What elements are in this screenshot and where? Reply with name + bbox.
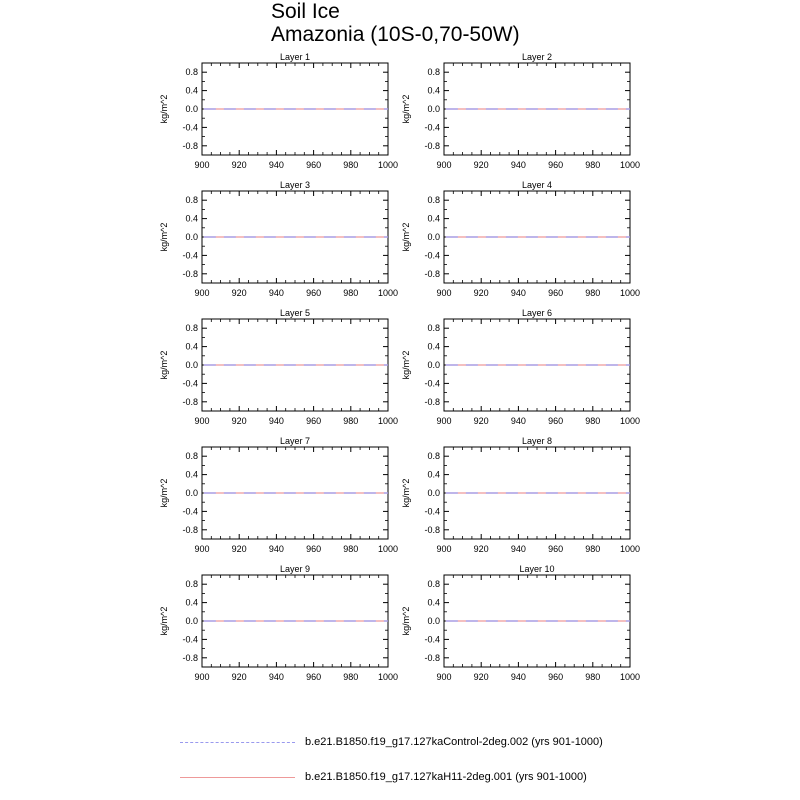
panel-10-xtick-label: 900 bbox=[436, 672, 452, 682]
panel-4-ytick-label: 0.0 bbox=[427, 232, 440, 242]
panel-2-xtick-label: 960 bbox=[548, 160, 564, 170]
panel-2-ytick-label: 0.8 bbox=[427, 67, 440, 78]
panel-3-xtick-label: 960 bbox=[306, 288, 322, 298]
panel-9-xtick-label: 940 bbox=[268, 672, 284, 682]
panel-3-ytick-label: -0.8 bbox=[182, 268, 198, 279]
panel-4-xtick-label: 980 bbox=[585, 288, 601, 298]
panel-8-xtick-label: 940 bbox=[510, 544, 526, 554]
panel-9-xtick-label: 960 bbox=[306, 672, 322, 682]
panel-3-xtick-label: 920 bbox=[231, 288, 247, 298]
panel-5-ytick-label: 0.4 bbox=[185, 341, 198, 352]
panel-5-xtick-label: 940 bbox=[268, 416, 284, 426]
panel-5-xtick-label: 980 bbox=[343, 416, 359, 426]
panel-10-xtick-label: 960 bbox=[548, 672, 564, 682]
panel-5-ylabel: kg/m^2 bbox=[159, 350, 169, 380]
panel-3-ylabel: kg/m^2 bbox=[159, 222, 169, 252]
panel-6-ytick-label: 0.4 bbox=[427, 341, 440, 352]
panel-4-xtick-label: 920 bbox=[473, 288, 489, 298]
panel-8-xtick-label: 980 bbox=[585, 544, 601, 554]
panel-6-xtick-label: 960 bbox=[548, 416, 564, 426]
panel-9-ytick-label: 0.0 bbox=[185, 616, 198, 626]
panel-5-xtick-label: 920 bbox=[231, 416, 247, 426]
panel-3-ytick-label: -0.4 bbox=[182, 250, 198, 261]
panel-1-ytick-label: -0.4 bbox=[182, 122, 198, 133]
panel-9-title: Layer 9 bbox=[279, 564, 311, 574]
panel-1-xtick-label: 1000 bbox=[377, 160, 399, 170]
panel-1-xtick-label: 960 bbox=[306, 160, 322, 170]
panel-7-xtick-label: 920 bbox=[231, 544, 247, 554]
panel-7-xtick-label: 960 bbox=[306, 544, 322, 554]
panel-10-xtick-label: 940 bbox=[510, 672, 526, 682]
legend-label-h11: b.e21.B1850.f19_g17.127kaH11-2deg.001 (yrs 901-1000) bbox=[305, 771, 587, 783]
panel-3-xtick-label: 940 bbox=[268, 288, 284, 298]
panel-4-ytick-label: 0.4 bbox=[427, 213, 440, 224]
panel-10-title: Layer 10 bbox=[519, 564, 555, 574]
panel-7-ytick-label: 0.0 bbox=[185, 488, 198, 498]
panel-4-ytick-label: -0.4 bbox=[424, 250, 440, 261]
panel-2-title: Layer 2 bbox=[521, 52, 553, 62]
panel-10-ytick-label: 0.0 bbox=[427, 616, 440, 626]
panel-6-ylabel: kg/m^2 bbox=[401, 350, 411, 380]
legend-label-control: b.e21.B1850.f19_g17.127kaControl-2deg.002 (yrs 901-1000) bbox=[305, 736, 603, 748]
panel-10-xtick-label: 980 bbox=[585, 672, 601, 682]
panel-8-ytick-label: -0.4 bbox=[424, 506, 440, 517]
panel-5-ytick-label: 0.0 bbox=[185, 360, 198, 370]
panel-3-ytick-label: 0.8 bbox=[185, 195, 198, 206]
panel-2-ytick-label: -0.4 bbox=[424, 122, 440, 133]
panel-5-ytick-label: 0.8 bbox=[185, 323, 198, 334]
legend bbox=[0, 720, 800, 800]
panel-7-title: Layer 7 bbox=[279, 436, 311, 446]
panel-8-xtick-label: 960 bbox=[548, 544, 564, 554]
panel-6-ytick-label: -0.4 bbox=[424, 378, 440, 389]
panel-9-xtick-label: 980 bbox=[343, 672, 359, 682]
panel-4-xtick-label: 1000 bbox=[619, 288, 641, 298]
panel-2-ytick-label: -0.8 bbox=[424, 140, 440, 151]
panel-2-xtick-label: 980 bbox=[585, 160, 601, 170]
panel-7-ytick-label: 0.4 bbox=[185, 469, 198, 480]
panel-6-xtick-label: 1000 bbox=[619, 416, 641, 426]
panel-10-xtick-label: 1000 bbox=[619, 672, 641, 682]
panel-1-xtick-label: 900 bbox=[194, 160, 210, 170]
panel-2-xtick-label: 940 bbox=[510, 160, 526, 170]
title-line-1: Soil Ice bbox=[271, 0, 340, 23]
panel-10-xtick-label: 920 bbox=[473, 672, 489, 682]
panel-6-xtick-label: 980 bbox=[585, 416, 601, 426]
panel-1-xtick-label: 920 bbox=[231, 160, 247, 170]
panel-8-ytick-label: 0.0 bbox=[427, 488, 440, 498]
panel-1-xtick-label: 940 bbox=[268, 160, 284, 170]
panel-7-ytick-label: -0.8 bbox=[182, 524, 198, 535]
panel-2-ylabel: kg/m^2 bbox=[401, 94, 411, 124]
panel-1-ytick-label: 0.4 bbox=[185, 85, 198, 96]
panel-7-ylabel: kg/m^2 bbox=[159, 478, 169, 508]
panel-10-ytick-label: 0.4 bbox=[427, 597, 440, 608]
panel-1-title: Layer 1 bbox=[279, 52, 311, 62]
legend-item-h11 bbox=[180, 767, 587, 787]
panel-4-xtick-label: 900 bbox=[436, 288, 452, 298]
panel-8-xtick-label: 900 bbox=[436, 544, 452, 554]
panel-9-ytick-label: 0.4 bbox=[185, 597, 198, 608]
panel-8-ytick-label: 0.8 bbox=[427, 451, 440, 462]
panel-6-xtick-label: 940 bbox=[510, 416, 526, 426]
panel-5-title: Layer 5 bbox=[279, 308, 311, 318]
panel-3-ytick-label: 0.4 bbox=[185, 213, 198, 224]
panel-2-xtick-label: 1000 bbox=[619, 160, 641, 170]
panel-4-ytick-label: 0.8 bbox=[427, 195, 440, 206]
panel-8-title: Layer 8 bbox=[521, 436, 553, 446]
panel-7-ytick-label: -0.4 bbox=[182, 506, 198, 517]
panel-3-title: Layer 3 bbox=[279, 180, 311, 190]
panel-9-xtick-label: 1000 bbox=[377, 672, 399, 682]
panel-6-ytick-label: -0.8 bbox=[424, 396, 440, 407]
panel-4-xtick-label: 940 bbox=[510, 288, 526, 298]
panel-9-ytick-label: 0.8 bbox=[185, 579, 198, 590]
panel-7-ytick-label: 0.8 bbox=[185, 451, 198, 462]
panel-7-xtick-label: 1000 bbox=[377, 544, 399, 554]
panel-4-title: Layer 4 bbox=[521, 180, 553, 190]
panel-8-ytick-label: 0.4 bbox=[427, 469, 440, 480]
panel-5-xtick-label: 960 bbox=[306, 416, 322, 426]
panel-4-ytick-label: -0.8 bbox=[424, 268, 440, 279]
panel-9-ytick-label: -0.8 bbox=[182, 652, 198, 663]
panel-2-xtick-label: 920 bbox=[473, 160, 489, 170]
panel-3-xtick-label: 900 bbox=[194, 288, 210, 298]
panel-2-ytick-label: 0.4 bbox=[427, 85, 440, 96]
panel-5-ytick-label: -0.8 bbox=[182, 396, 198, 407]
panel-3-xtick-label: 980 bbox=[343, 288, 359, 298]
panel-5-ytick-label: -0.4 bbox=[182, 378, 198, 389]
panel-6-ytick-label: 0.0 bbox=[427, 360, 440, 370]
panel-3-xtick-label: 1000 bbox=[377, 288, 399, 298]
panel-8-ylabel: kg/m^2 bbox=[401, 478, 411, 508]
panel-8-xtick-label: 1000 bbox=[619, 544, 641, 554]
panel-5-xtick-label: 1000 bbox=[377, 416, 399, 426]
panel-6-ytick-label: 0.8 bbox=[427, 323, 440, 334]
panel-2-ytick-label: 0.0 bbox=[427, 104, 440, 114]
panel-7-xtick-label: 940 bbox=[268, 544, 284, 554]
panel-1-xtick-label: 980 bbox=[343, 160, 359, 170]
title-line-2: Amazonia (10S-0,70-50W) bbox=[271, 23, 520, 46]
panel-8-xtick-label: 920 bbox=[473, 544, 489, 554]
legend-item-control bbox=[180, 732, 603, 752]
panel-1-ytick-label: 0.0 bbox=[185, 104, 198, 114]
panel-7-xtick-label: 980 bbox=[343, 544, 359, 554]
panel-5-xtick-label: 900 bbox=[194, 416, 210, 426]
panel-3-ytick-label: 0.0 bbox=[185, 232, 198, 242]
legend-swatch-h11 bbox=[180, 777, 295, 778]
panel-1-ytick-label: 0.8 bbox=[185, 67, 198, 78]
panel-10-ylabel: kg/m^2 bbox=[401, 606, 411, 636]
panel-10-ytick-label: -0.4 bbox=[424, 634, 440, 645]
panel-7-xtick-label: 900 bbox=[194, 544, 210, 554]
panel-9-ytick-label: -0.4 bbox=[182, 634, 198, 645]
panel-4-xtick-label: 960 bbox=[548, 288, 564, 298]
panel-1-ylabel: kg/m^2 bbox=[159, 94, 169, 124]
panel-9-ylabel: kg/m^2 bbox=[159, 606, 169, 636]
panel-10-ytick-label: 0.8 bbox=[427, 579, 440, 590]
panel-8-ytick-label: -0.8 bbox=[424, 524, 440, 535]
panel-2-xtick-label: 900 bbox=[436, 160, 452, 170]
panel-9-xtick-label: 900 bbox=[194, 672, 210, 682]
panel-10-ytick-label: -0.8 bbox=[424, 652, 440, 663]
panel-4-ylabel: kg/m^2 bbox=[401, 222, 411, 252]
panel-6-title: Layer 6 bbox=[521, 308, 553, 318]
panel-6-xtick-label: 920 bbox=[473, 416, 489, 426]
panel-6-xtick-label: 900 bbox=[436, 416, 452, 426]
legend-swatch-control bbox=[180, 742, 295, 743]
panel-9-xtick-label: 920 bbox=[231, 672, 247, 682]
panel-1-ytick-label: -0.8 bbox=[182, 140, 198, 151]
